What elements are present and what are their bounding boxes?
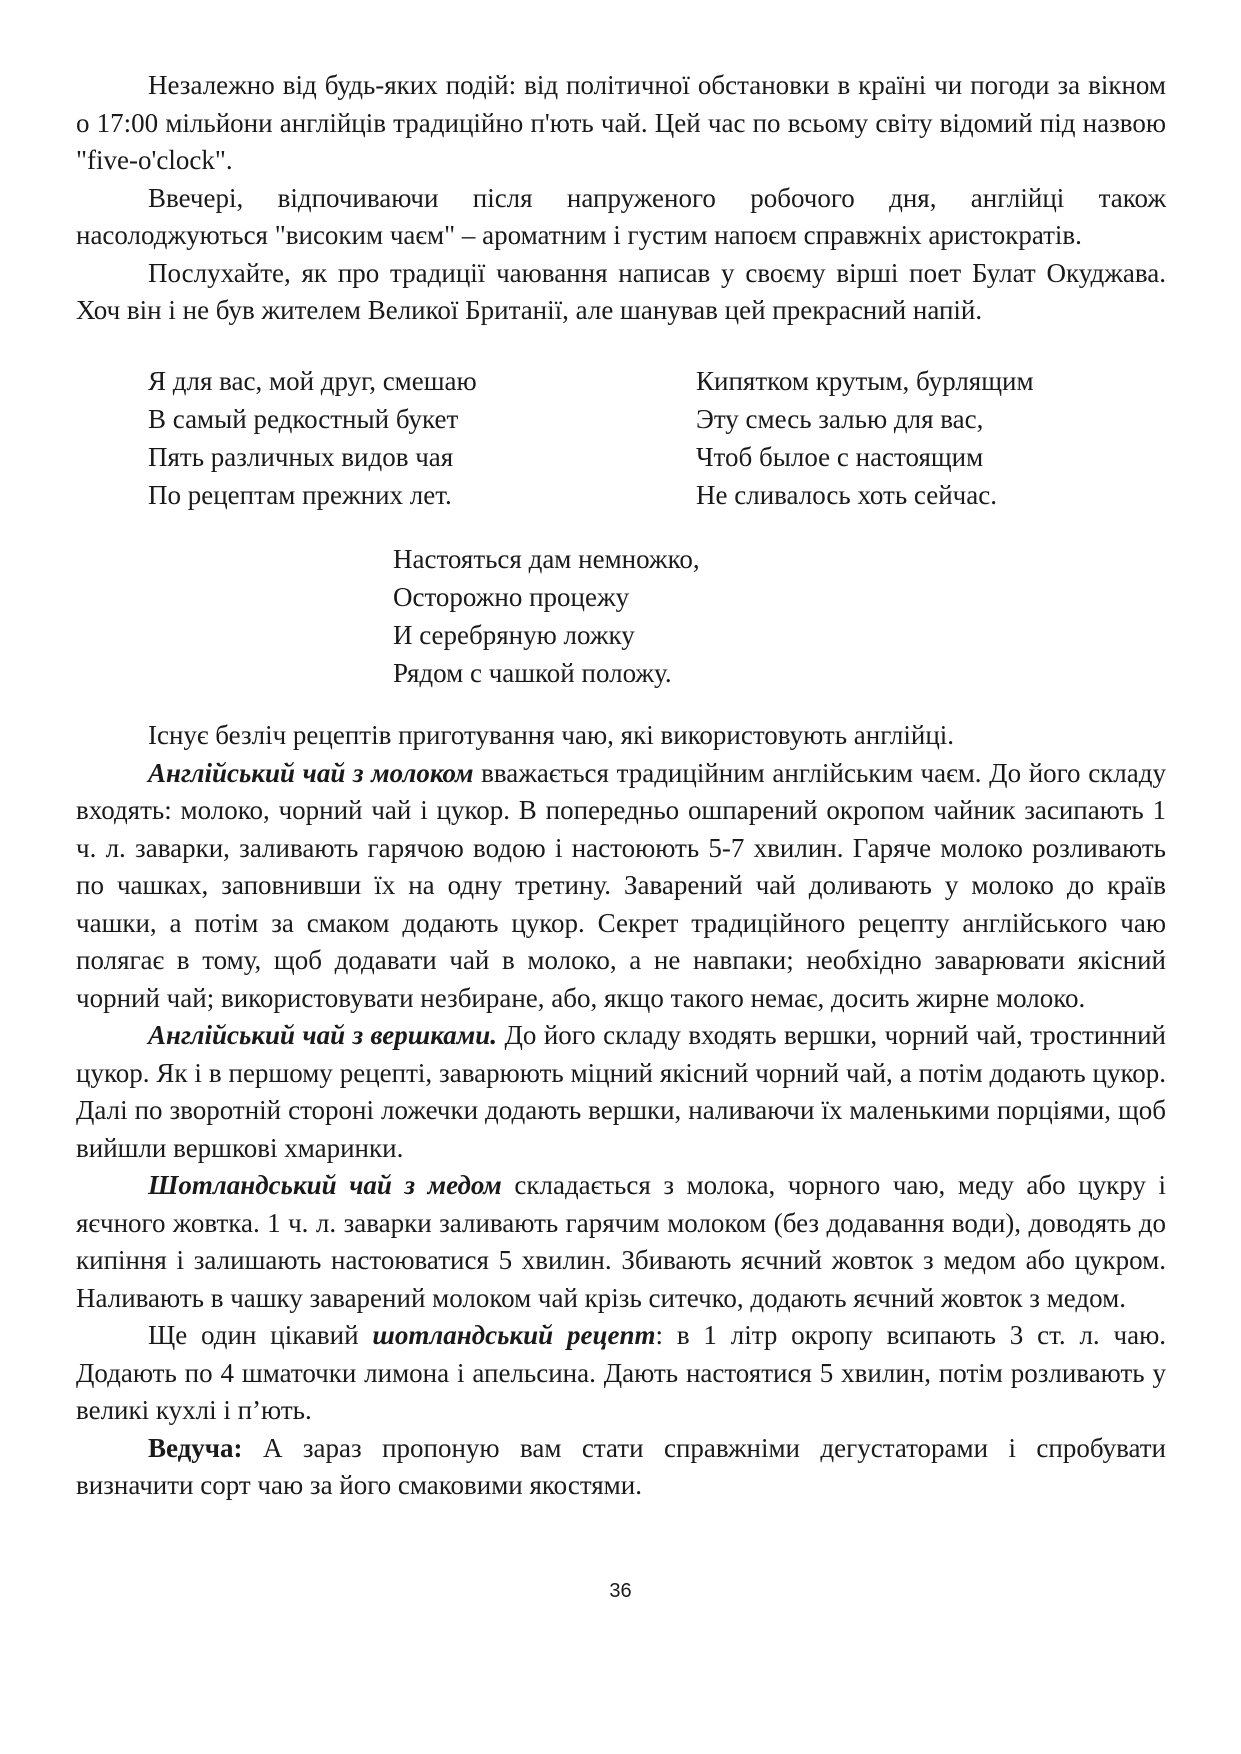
recipe-text-4: : в 1 літр окропу всипають 3 ст. л. чаю. Додають по 4 шматочки лимона і апельсина. Дають настоятися 5 хвилин, потім розливають у великі кухлі і п’ють. — [76, 1320, 1166, 1425]
recipe-text-3: складається з молока, чорного чаю, меду або цукру і яєчного жовтка. 1 ч. л. заварки заливають гарячим молоком (без додавання води), доводять до кипіння і залишають настоюватися 5 хвилин. Збивають яєчний жовток з медом або цукром. Наливають в чашку заварений молоком чай крізь ситечко, додають яєчний жовток з медом. — [76, 1170, 1166, 1313]
poem-line: Чтоб былое с настоящим — [696, 442, 984, 472]
recipe-paragraph-1 — [76, 755, 1166, 1018]
poem-line: Рядом с чашкой положу. — [393, 658, 672, 688]
poem-line: Кипятком крутым, бурлящим — [696, 366, 1034, 396]
recipe-title-4: шотландський рецепт — [372, 1320, 656, 1350]
recipes-section — [76, 717, 1166, 1505]
recipe-lead-4: Ще один цікавий — [148, 1320, 373, 1350]
poem-line: Настояться дам немножко, — [393, 544, 700, 574]
host-text: А зараз пропоную вам стати справжніми дегустаторами і спробувати визначити сорт чаю за його смаковими якостями. — [76, 1432, 1166, 1500]
poem-line: Осторожно процежу — [393, 582, 630, 612]
page-number: 36 — [609, 1580, 632, 1602]
intro-paragraph-2: Ввечері, відпочиваючи після напруженого робочого дня, англійці також насолоджуються "високим чаєм" – ароматним і густим напоєм справжніх аристократів. — [76, 182, 1166, 250]
recipe-paragraph-3 — [76, 1167, 1166, 1317]
recipe-paragraph-4 — [76, 1317, 1166, 1430]
poem-line: Эту смесь залью для вас, — [696, 404, 984, 434]
poem-line: По рецептам прежних лет. — [148, 480, 452, 510]
poem-line: Я для вас, мой друг, смешаю — [148, 366, 477, 396]
recipe-title-2: Англійський чай з вершками. — [148, 1020, 498, 1050]
intro-paragraph-3: Послухайте, як про традиції чаювання написав у своєму вірші поет Булат Окуджава. Хоч він і не був жителем Великої Британії, але шанував цей прекрасний напій. — [76, 257, 1166, 325]
poem-stanza-right — [696, 362, 1034, 514]
recipe-text-2: До його складу входять вершки, чорний чай, тростинний цукор. Як і в першому рецепті, заварюють міцний якісний чорний чай, а потім додають цукор. Далі по зворотній стороні ложечки додають вершки, наливаючи їх маленькими порціями, щоб вийшли вершкові хмаринки. — [76, 1020, 1167, 1163]
poem-line: Пять различных видов чая — [148, 442, 454, 472]
intro-section — [76, 67, 1166, 330]
recipe-paragraph-2 — [76, 1017, 1166, 1167]
poem-line: И серебряную ложку — [393, 620, 635, 650]
poem-line: В самый редкостный букет — [148, 404, 459, 434]
recipe-text-1: вважається традиційним англійським чаєм. До його складу входять: молоко, чорний чай і цукор. В попередньо ошпарений окропом чайник засипають 1 ч. л. заварки, заливають гарячою водою і настоюють 5-7 хвилин. Гаряче молоко розливають по чашках, заповнивши їх на одну третину. Заварений чай доливають у молоко до країв чашки, а потім за смаком додають цукор. Секрет традиційного рецепту англійського чаю полягає в тому, щоб додавати чай в молоко, а не навпаки; необхідно заварювати якісний чорний чай; використовувати незбиране, або, якщо такого немає, досить жирне молоко. — [76, 757, 1166, 1013]
intro-paragraph-1: Незалежно від будь-яких подій: від політичної обстановки в країні чи погоди за вікном о 17:00 мільйони англійців традиційно п'ють чай. Цей час по всьому світу відомий під назвою "five-o'clock". — [76, 70, 1166, 175]
host-paragraph — [76, 1430, 1166, 1505]
host-label: Ведуча: — [148, 1432, 243, 1463]
poem-stanza-center — [393, 540, 700, 692]
recipes-intro: Існує безліч рецептів приготування чаю, які використовують англійці. — [148, 720, 955, 750]
recipe-title-3: Шотландський чай з медом — [148, 1170, 502, 1200]
recipe-title-1: Англійський чай з молоком — [148, 757, 474, 788]
poem-stanza-left — [148, 362, 477, 514]
poem-line: Не сливалось хоть сейчас. — [696, 480, 997, 510]
